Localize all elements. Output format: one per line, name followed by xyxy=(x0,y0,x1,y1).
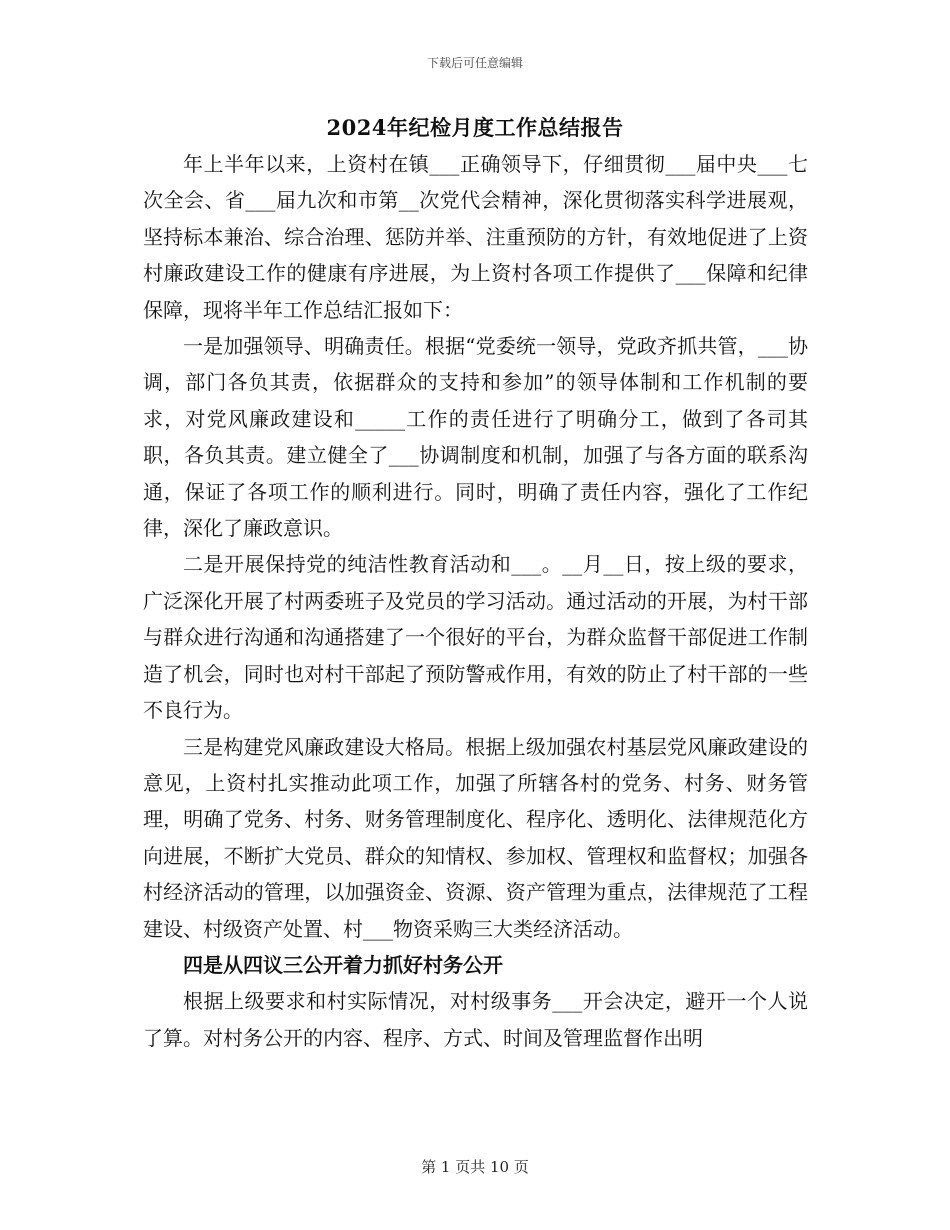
page-footer: 第 1 页共 10 页 xyxy=(421,1158,529,1176)
paragraph-village-affairs: 根据上级要求和村实际情况，对村级事务___开会决定，避开一个人说了算。对村务公开的内容、程序、方式、时间及管理监督作出明 xyxy=(143,989,808,1050)
paragraph-intro: 年上半年以来，上资村在镇___正确领导下，仔细贯彻___届中央___七次全会、省___届九次和市第__次党代会精神，深化贯彻落实科学进展观，坚持标本兼治、综合治理、惩防并举、注重预防的方针，有效地促进了上资村廉政建设工作的健康有序进展，为上资村各项工作提供了___保障和纪律保障，现将半年工作总结汇报如下： xyxy=(143,152,808,322)
document-body xyxy=(143,146,808,1056)
header-note: 下载后可任意编辑 xyxy=(426,56,523,70)
paragraph-framework: 三是构建党风廉政建设大格局。根据上级加强农村基层党风廉政建设的意见，上资村扎实推动此项工作，加强了所辖各村的党务、村务、财务管理，明确了党务、村务、财务管理制度化、程序化、透明化、法律规范化方向进展，不断扩大党员、群众的知情权、参加权、管理权和监督权；加强各村经济活动的管理，以加强资金、资源、资产管理为重点，法律规范了工程建设、村级资产处置、村___物资采购三大类经济活动。 xyxy=(143,734,808,941)
paragraph-leadership: 一是加强领导、明确责任。根据“党委统一领导，党政齐抓共管，___协调，部门各负其责，依据群众的支持和参加”的领导体制和工作机制的要求，对党风廉政建设和_____工作的责任进行了明确分工，做到了各司其职，各负其责。建立健全了___协调制度和机制，加强了与各方面的联系沟通，保证了各项工作的顺利进行。同时，明确了责任内容，强化了工作纪律，深化了廉政意识。 xyxy=(143,334,808,541)
document-title: 2024年纪检月度工作总结报告 xyxy=(326,115,624,140)
section-heading-village-affairs: 四是从四议三公开着力抓好村务公开 xyxy=(183,952,503,977)
paragraph-education: 二是开展保持党的纯洁性教育活动和___。__月__日，按上级的要求，广泛深化开展了村两委班子及党员的学习活动。通过活动的开展，为村干部与群众进行沟通和沟通搭建了一个很好的平台，为群众监督干部促进工作制造了机会，同时也对村干部起了预防警戒作用，有效的防止了村干部的一些不良行为。 xyxy=(143,552,808,723)
